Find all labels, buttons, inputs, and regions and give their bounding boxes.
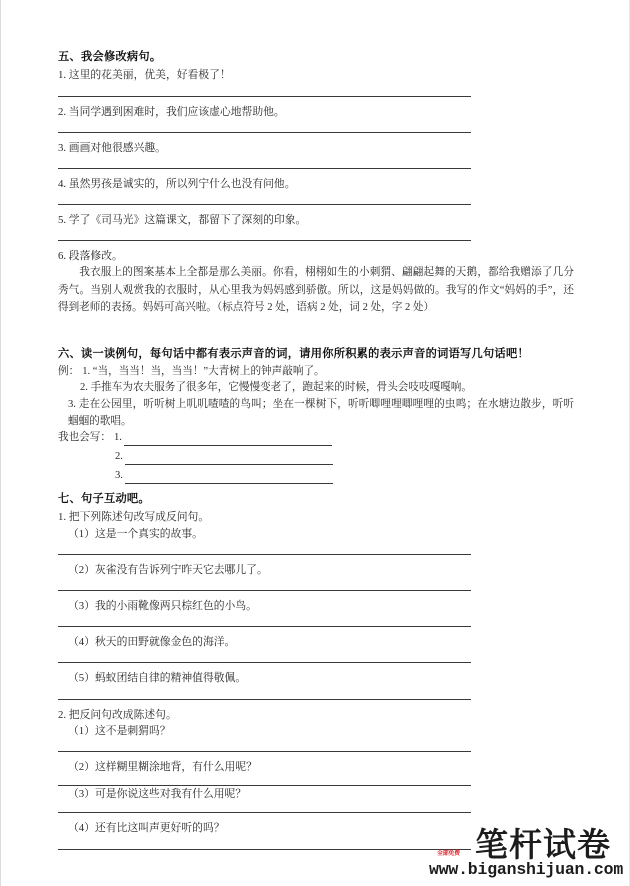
answer-line-slot[interactable] xyxy=(58,802,574,813)
section-seven-task1-title: 1. 把下列陈述句改写成反问句。 xyxy=(58,511,210,524)
task2-item-1: （1）这不是刺猬吗？ xyxy=(68,724,171,737)
answer-line-slot[interactable] xyxy=(58,578,574,591)
write-blank-2-line[interactable] xyxy=(125,454,333,465)
section-five-item-1: 1. 这里的花美丽，优美，好看极了！ xyxy=(58,69,231,82)
site-watermark xyxy=(429,824,624,879)
task1-item-2: （2）灰雀没有告诉列宁昨天它去哪儿了。 xyxy=(68,563,268,576)
write-blank-2[interactable] xyxy=(58,449,574,465)
spacer xyxy=(58,555,574,562)
spacer xyxy=(58,627,574,634)
task1-item-5: （5）蚂蚁团结自律的精神值得敬佩。 xyxy=(68,672,247,685)
section-six-write-row xyxy=(58,430,574,446)
write-lead-label: 我也会写： xyxy=(58,432,111,444)
answer-line-slot[interactable] xyxy=(58,84,574,97)
section-seven-heading: 七、句子互动吧。 xyxy=(58,493,150,506)
section-five xyxy=(58,49,574,316)
spacer xyxy=(58,97,574,104)
section-six-example-2: 2. 手推车为农夫服务了很多年，它慢慢变老了，跑起来的时候，骨头会吱吱嘎嘎响。 xyxy=(80,382,472,394)
section-six-example-1: 1. “当，当当！当，当当！”大青树上的钟声敲响了。 xyxy=(82,366,325,378)
answer-line-slot[interactable] xyxy=(58,120,574,133)
task2-item-4: （4）还有比这叫声更好听的吗？ xyxy=(68,822,225,835)
write-blank-1[interactable] xyxy=(114,430,332,446)
task1-item-3: （3）我的小雨靴像两只棕红色的小鸟。 xyxy=(68,600,257,612)
watermark-brand: 笔杆试卷 xyxy=(475,824,611,864)
watermark-url: www.biganshijuan.com xyxy=(429,859,624,879)
write-blank-3-number: 3. xyxy=(115,470,123,482)
section-six-heading: 六、读一读例句，每句话中都有表示声音的词，请用你所积累的表示声音的词语写几句话吧！ xyxy=(58,347,529,360)
section-seven xyxy=(58,491,574,849)
section-six-example-row-1 xyxy=(58,364,574,380)
answer-line[interactable] xyxy=(58,849,471,850)
write-blank-2-number: 2. xyxy=(115,451,123,463)
section-five-item-3: 3. 画画对他很感兴趣。 xyxy=(58,141,166,154)
write-blank-3-line[interactable] xyxy=(125,473,333,484)
spacer xyxy=(58,813,574,820)
spacer xyxy=(58,484,574,491)
answer-line-slot[interactable] xyxy=(58,542,574,555)
write-blank-3[interactable] xyxy=(58,468,574,484)
section-five-item-2: 2. 当同学遇到困难时，我们应该虚心地帮助他。 xyxy=(58,105,285,118)
worksheet-content xyxy=(58,49,574,850)
answer-line-slot[interactable] xyxy=(58,192,574,205)
task2-item-2: （2）这样糊里糊涂地背，有什么用呢？ xyxy=(68,760,257,773)
answer-line-slot[interactable] xyxy=(58,650,574,663)
section-five-item-5: 5. 学了《司马光》这篇课文，都留下了深刻的印象。 xyxy=(58,214,307,227)
write-blank-1-line[interactable] xyxy=(124,435,332,446)
task1-item-4: （4）秋天的田野就像金色的海洋。 xyxy=(68,636,236,649)
write-blank-1-number: 1. xyxy=(113,432,122,444)
section-five-paragraph: 我衣服上的图案基本上全都是那么美丽。你看，栩栩如生的小刺猬、翩翩起舞的天鹅，都给我赠添了几分秀气。当别人观赏我的衣服时，从心里我为妈妈感到骄傲。所以，这是妈妈做的。我写的作文“妈妈的手”，还得到老师的表扬。妈妈可高兴啦。（标点符号 2 处，语病 2 处，词 2 处，字 2 处） xyxy=(58,267,574,313)
spacer xyxy=(58,241,574,248)
free-badge: 全部免费 xyxy=(437,850,460,857)
task1-item-1: （1）这是一个真实的故事。 xyxy=(68,527,203,540)
spacer xyxy=(58,169,574,176)
answer-line-slot[interactable] xyxy=(58,614,574,627)
section-six xyxy=(58,346,574,484)
answer-line-slot[interactable] xyxy=(58,775,574,786)
section-five-item-4: 4. 虽然男孩是诚实的，所以列宁什么也没有问他。 xyxy=(58,177,296,190)
section-five-item-6: 6. 段落修改。 xyxy=(58,250,123,263)
spacer xyxy=(58,133,574,140)
spacer xyxy=(58,663,574,670)
answer-line-slot[interactable] xyxy=(58,228,574,241)
spacer xyxy=(58,700,574,707)
spacer xyxy=(58,316,574,346)
spacer xyxy=(58,591,574,598)
section-seven-task2-title: 2. 把反问句改成陈述句。 xyxy=(58,708,177,721)
section-five-heading: 五、我会修改病句。 xyxy=(58,51,162,63)
answer-line-slot[interactable] xyxy=(58,156,574,169)
answer-line-slot[interactable] xyxy=(58,687,574,700)
section-six-example-3: 3. 走在公园里，听听树上叽叽喳喳的鸟叫；坐在一棵树下，听听唧哩哩唧哩哩的虫鸣；在水塘边散步，听听蝈蝈的歌唱。 xyxy=(68,399,574,428)
answer-line-slot[interactable] xyxy=(58,739,574,752)
example-lead-label: 例： xyxy=(58,366,80,378)
task2-item-3: （3）可是你说这些对我有什么用呢？ xyxy=(68,788,247,801)
spacer xyxy=(58,752,574,759)
spacer xyxy=(58,205,574,212)
